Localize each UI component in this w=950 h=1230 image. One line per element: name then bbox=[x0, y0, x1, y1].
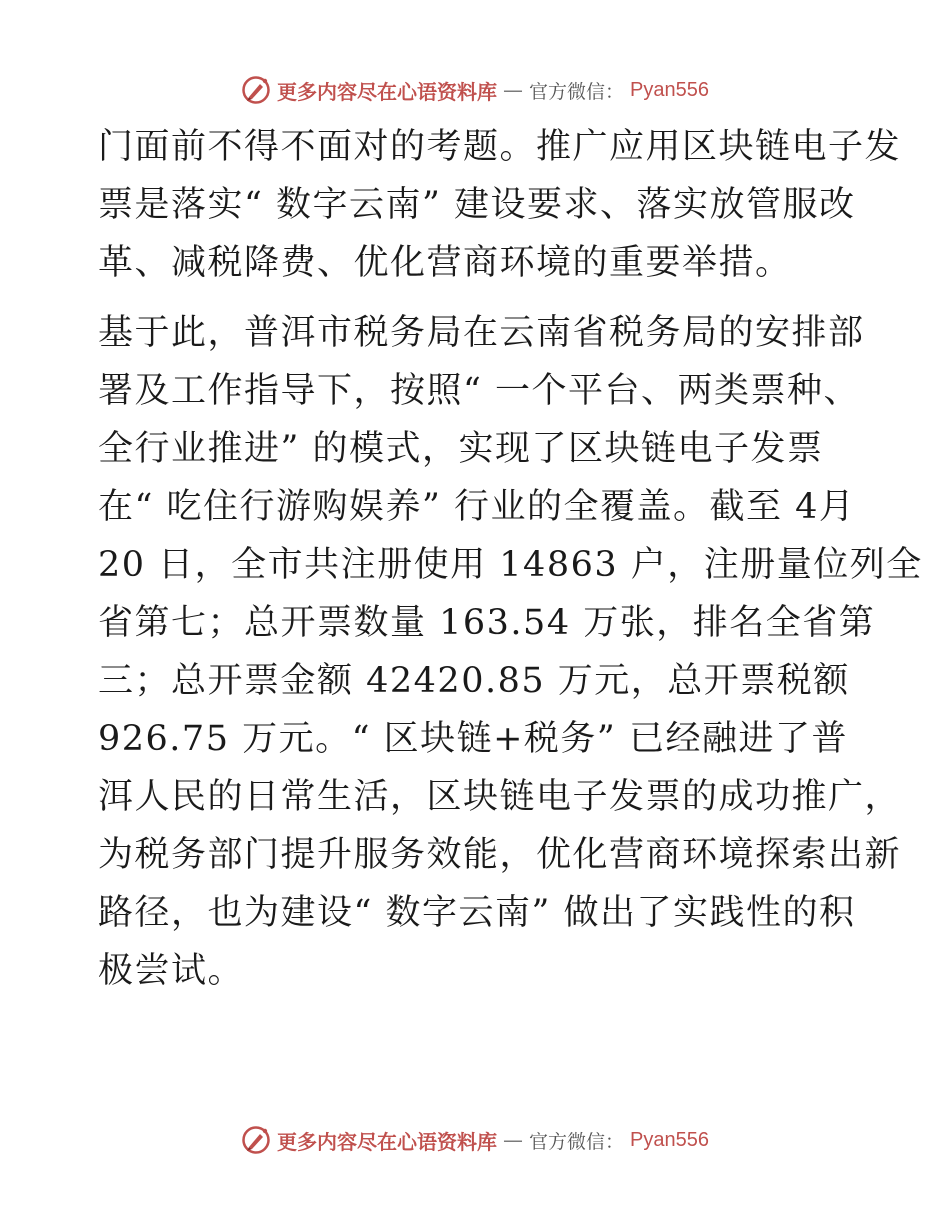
text-line: 为税务部门提升服务效能，优化营商环境探索出新 bbox=[98, 835, 902, 875]
banner-dash: — bbox=[503, 78, 523, 102]
text-line: 署及工作指导下，按照“ 一个平台、两类票种、 bbox=[98, 371, 861, 411]
text-line: 革、减税降费、优化营商环境的重要举措。 bbox=[98, 243, 792, 283]
banner-wechat-id: Pyan556 bbox=[630, 78, 709, 101]
banner-dash: — bbox=[503, 1128, 523, 1152]
header-banner bbox=[0, 70, 950, 110]
text-line: 基于此，普洱市税务局在云南省税务局的安排部 bbox=[98, 313, 865, 353]
text-line: 926.75 万元。“ 区块链+税务” 已经融进了普 bbox=[98, 719, 848, 759]
text-line: 票是落实“ 数字云南” 建设要求、落实放管服改 bbox=[98, 185, 856, 225]
pen-logo-icon bbox=[241, 75, 271, 105]
text-line: 20 日，全市共注册使用 14863 户，注册量位列全 bbox=[98, 545, 923, 585]
paragraph-1 bbox=[98, 118, 902, 292]
banner-main-text: 更多内容尽在心语资料库 bbox=[277, 1129, 497, 1154]
text-line: 全行业推进” 的模式，实现了区块链电子发票 bbox=[98, 429, 824, 469]
banner-wechat-label: 官方微信： bbox=[529, 1130, 625, 1153]
banner-main-text: 更多内容尽在心语资料库 bbox=[277, 79, 497, 104]
text-line: 洱人民的日常生活，区块链电子发票的成功推广， bbox=[98, 777, 902, 817]
pen-logo-icon bbox=[241, 1125, 271, 1155]
banner-wechat-id: Pyan556 bbox=[630, 1128, 709, 1151]
text-line: 省第七；总开票数量 163.54 万张，排名全省第 bbox=[98, 603, 876, 643]
paragraph-2 bbox=[98, 304, 923, 1000]
text-line: 门面前不得不面对的考题。推广应用区块链电子发 bbox=[98, 127, 902, 167]
banner-wechat-label: 官方微信： bbox=[529, 80, 625, 103]
text-line: 路径，也为建设“ 数字云南” 做出了实践性的积 bbox=[98, 893, 856, 933]
document-body bbox=[98, 118, 923, 1000]
text-line: 三；总开票金额 42420.85 万元，总开票税额 bbox=[98, 661, 850, 701]
text-line: 极尝试。 bbox=[98, 951, 245, 991]
footer-banner bbox=[0, 1120, 950, 1160]
text-line: 在“ 吃住行游购娱养” 行业的全覆盖。截至 4月 bbox=[98, 487, 856, 527]
